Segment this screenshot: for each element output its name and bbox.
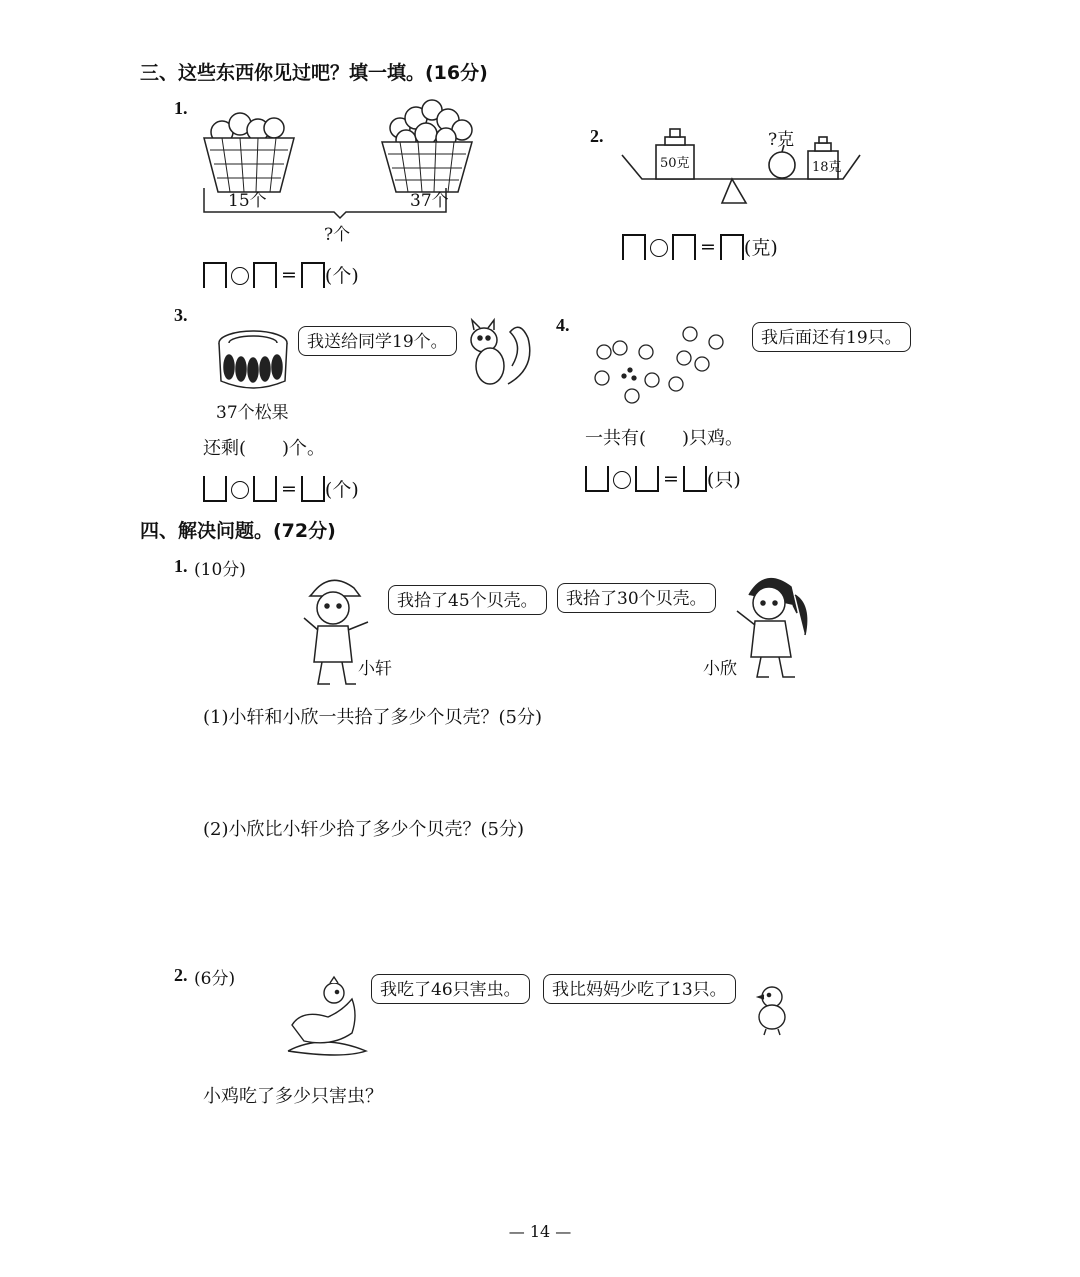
girl-xiaoxin-icon	[735, 565, 815, 685]
weight-50-label: 50克	[660, 156, 690, 171]
q1-equation	[203, 258, 359, 288]
answer-box[interactable]	[622, 234, 646, 260]
chicks-illustration	[590, 322, 740, 412]
q2-equation	[622, 230, 778, 260]
q3-caption: 37个松果	[216, 403, 289, 423]
equals-sign: =	[281, 264, 297, 286]
equals-sign: =	[663, 468, 679, 490]
answer-box[interactable]	[301, 262, 325, 288]
answer-box[interactable]	[683, 466, 707, 492]
section-4-title: 四、解决问题。(72分)	[140, 520, 336, 542]
operator-circle[interactable]	[231, 481, 249, 499]
hen-speech-bubble: 我吃了46只害虫。	[371, 974, 530, 1004]
unit-label: (只)	[706, 469, 741, 491]
unit-label: (克)	[743, 237, 778, 259]
q2-number: 2.	[590, 126, 604, 146]
s4-q1-sub2: (2)小欣比小轩少拾了多少个贝壳？(5分)	[203, 819, 524, 840]
hen-icon	[282, 975, 374, 1057]
unit-label: (个)	[324, 265, 359, 287]
page-number: — 14 —	[508, 1222, 572, 1241]
operator-circle[interactable]	[613, 471, 631, 489]
s4-q2-number: 2.	[174, 965, 188, 985]
apple-icon	[769, 152, 795, 178]
answer-box[interactable]	[672, 234, 696, 260]
boy-speech-bubble: 我拾了45个贝壳。	[388, 585, 547, 615]
q4-question: 一共有( )只鸡。	[585, 428, 744, 449]
q4-number: 4.	[556, 315, 570, 335]
basket-right-icon	[382, 100, 472, 192]
q1-total-label: ?个	[324, 225, 351, 245]
equals-sign: =	[700, 236, 716, 258]
answer-box[interactable]	[203, 262, 227, 288]
q4-equation	[585, 462, 741, 492]
s4-q1-number: 1.	[174, 556, 188, 576]
name-xiaoxin: 小欣	[703, 659, 737, 679]
s4-q1-score: (10分)	[194, 560, 246, 580]
s4-q2-question: 小鸡吃了多少只害虫？	[203, 1086, 383, 1107]
chick-icon	[752, 983, 792, 1037]
answer-box[interactable]	[585, 466, 609, 492]
answer-box[interactable]	[253, 476, 277, 502]
s4-q1-sub1: (1)小轩和小欣一共拾了多少个贝壳？(5分)	[203, 707, 542, 728]
weight-18-label: 18克	[812, 160, 842, 175]
pinecone-basket-icon	[215, 325, 295, 395]
unit-label: (个)	[324, 479, 359, 501]
basket-left-icon	[204, 113, 294, 192]
s4-q2-score: (6分)	[194, 969, 236, 989]
q1-number: 1.	[174, 98, 188, 118]
answer-box[interactable]	[635, 466, 659, 492]
q1-left-label: 15个	[228, 191, 267, 211]
answer-box[interactable]	[203, 476, 227, 502]
q3-equation	[203, 472, 359, 502]
q3-question: 还剩( )个。	[203, 438, 326, 459]
answer-box[interactable]	[720, 234, 744, 260]
squirrel-speech-bubble: 我送给同学19个。	[298, 326, 457, 356]
operator-circle[interactable]	[650, 239, 668, 257]
operator-circle[interactable]	[231, 267, 249, 285]
answer-box[interactable]	[253, 262, 277, 288]
girl-speech-bubble: 我拾了30个贝壳。	[557, 583, 716, 613]
equals-sign: =	[281, 478, 297, 500]
chick-speech-bubble-2: 我比妈妈少吃了13只。	[543, 974, 736, 1004]
q3-number: 3.	[174, 305, 188, 325]
chick-speech-bubble: 我后面还有19只。	[752, 322, 911, 352]
section-3-title: 三、这些东西你见过吧？填一填。(16分)	[140, 62, 488, 84]
q1-right-label: 37个	[410, 191, 449, 211]
answer-box[interactable]	[301, 476, 325, 502]
squirrel-icon	[458, 318, 538, 390]
unknown-weight-label: ?克	[768, 130, 795, 150]
name-xiaoxuan: 小轩	[358, 659, 392, 679]
